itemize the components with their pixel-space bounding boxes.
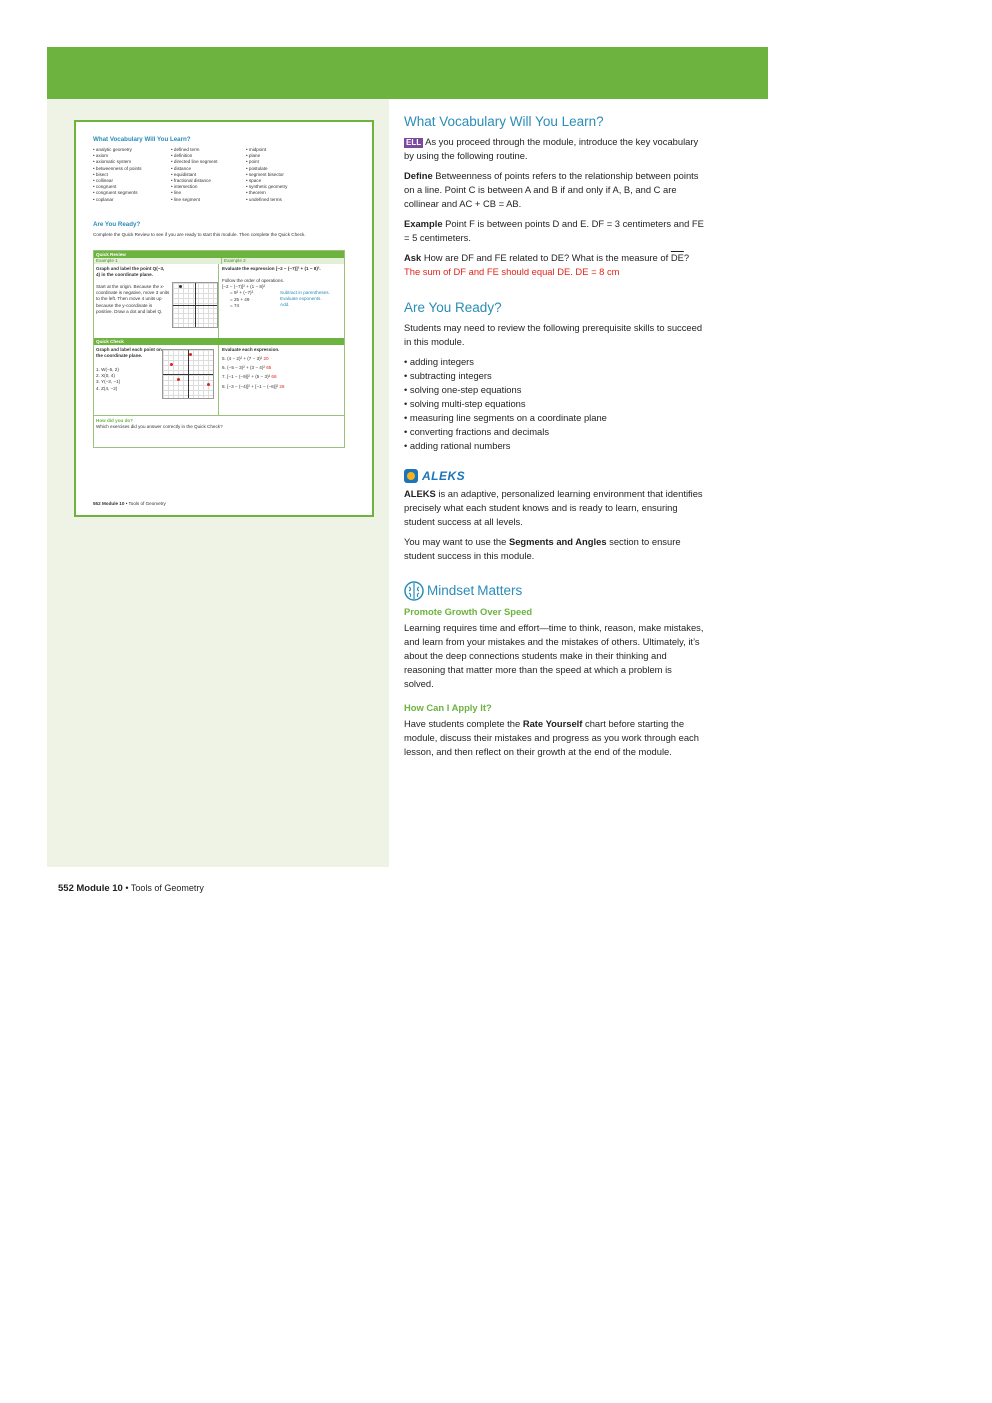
qc1-item: 4. Z(4, −2) [96, 385, 118, 391]
vocab-term: • congruent [93, 184, 117, 190]
mindset-sub2: How Can I Apply It? [404, 702, 492, 713]
skill-item: • adding integers [404, 356, 474, 367]
skill-item: • converting fractions and decimals [404, 426, 550, 437]
ex1-prompt: Graph and label the point Q(−3, 4) in the coordinate plane. [96, 266, 165, 278]
aleks-paragraph-2 [404, 535, 704, 563]
vocab-term: • synthetic geometry [246, 184, 288, 190]
aleks-text2-bold: Segments and Angles [508, 536, 607, 547]
aleks-bold: ALEKS [404, 488, 436, 499]
qc1-items [96, 367, 120, 392]
vocab-term: • line segment [171, 196, 200, 202]
vocab-term: • fractional distance [171, 178, 211, 184]
ex2-note: Add. [280, 302, 290, 308]
vocab-term: • axiomatic system [93, 159, 132, 165]
ask-text: How are DF and FE related to DE? What is the measure of [423, 252, 669, 263]
vocab-term: • congruent segments [93, 190, 138, 196]
qc2-items [222, 356, 284, 390]
vocab-term: • space [246, 178, 262, 184]
skills-list [404, 355, 704, 453]
aleks-text2-a: You may want to use the [404, 536, 507, 547]
aleks-paragraph [404, 487, 704, 529]
aleks-text: is an adaptive, personalized learning environment that identifies precisely what each student knows and is ready to learn, ensuring student success at all levels. [404, 488, 703, 527]
example2-label: Example 2 [221, 258, 344, 264]
thumb-ready-text: Complete the Quick Review to see if you are ready to start this module. Then complete the Quick Check. [93, 232, 306, 237]
ex1-text: Start at the origin. Because the x-coordinate is negative, move 3 units to the left. Then move 4 units up because the y-coordinate is positive. Draw a dot and label Q. [96, 284, 170, 314]
vocab-intro-text: As you proceed through the module, introduce the key vocabulary by using the following routine. [404, 136, 699, 161]
vocab-term: • bisect [93, 171, 108, 177]
mindset-heading [404, 581, 704, 601]
ready-heading: Are You Ready? [404, 300, 502, 315]
vocab-term: • postulate [246, 165, 268, 171]
quick-review-bar: Quick Review [94, 251, 344, 258]
student-page-thumbnail [74, 120, 374, 517]
mindset-para1: Learning requires time and effort—time to think, reason, make mistakes, and learn from your mistakes and the mistakes of others. Ultimately, it’s about the deep connections students make in their thinking and reasoning that matter more than the speed at which a problem is solved. [404, 622, 704, 689]
vocab-term: • midpoint [246, 147, 267, 152]
vocab-term: • coplanar [93, 196, 114, 202]
quick-check-bar: Quick Check [94, 338, 344, 345]
qc2-item: 5. (4 − 2)² + (7 − 3)² [222, 356, 263, 361]
ex2-line: = 5² + (−7)² [230, 290, 254, 296]
vocab-term: • definition [171, 153, 193, 159]
para2-a: Have students complete the [404, 718, 521, 729]
teacher-notes-column [404, 113, 704, 765]
aleks-text2-b: section to ensure student success in this module. [404, 536, 681, 561]
ready-intro: Students may need to review the following prerequisite skills to succeed in this module. [404, 322, 703, 347]
thumb-module-title: • Tools of Geometry [125, 500, 166, 506]
ex2-notes [280, 290, 330, 309]
vocab-term: • betweenness of points [93, 165, 142, 171]
ex2-note: Subtract in parentheses. [280, 290, 330, 295]
thumb-vocab-col3 [246, 147, 287, 203]
header-band [47, 47, 768, 99]
aleks-wordmark: ALEKS [422, 469, 466, 483]
footer-module-title: • Tools of Geometry [125, 883, 204, 893]
thumb-vocab-col2 [171, 147, 218, 203]
qc1-coordinate-grid [162, 349, 214, 399]
vocab-term: • theorem [246, 190, 266, 196]
qc2-answer: 68 [271, 374, 277, 380]
mindset-para2 [404, 717, 704, 759]
vocab-intro [404, 135, 704, 163]
example-text: Point F is between points D and E. DF = 3 centimeters and FE = 5 centimeters. [404, 218, 704, 243]
example-paragraph [404, 217, 704, 245]
ex2-work [222, 278, 284, 309]
ask-label: Ask [404, 252, 422, 263]
vocab-heading: What Vocabulary Will You Learn? [404, 114, 604, 129]
qc2-answer: 26 [279, 383, 285, 389]
qc2-item: 7. [−1 − (−9)]² + (5 − 3)² [222, 374, 271, 380]
page-number: 552 [58, 883, 74, 894]
vocab-term: • collinear [93, 178, 113, 184]
point-x [189, 353, 192, 356]
vocab-term: • plane [246, 153, 261, 159]
thumb-module: Module 10 [101, 500, 125, 506]
ex2-line: = 25 + 49 [230, 296, 250, 302]
qc1-item: 2. X(0, 4) [96, 373, 115, 379]
skill-item: • subtracting integers [404, 370, 492, 381]
example1-label: Example 1 [94, 258, 221, 264]
para2-b: chart before starting the module, discuss their mistakes and progress as you work through each lesson, and then reflect on their growth at the end of the module. [404, 718, 699, 757]
define-paragraph [404, 169, 704, 211]
qc2-answer: 20 [263, 356, 269, 361]
ask-segment: $\overline{DE}$ [670, 252, 684, 263]
para2-bold: Rate Yourself [522, 718, 583, 729]
thumb-quick-box [93, 250, 345, 448]
ex2-line: Follow the order of operations. [222, 278, 285, 283]
brain-icon [404, 581, 424, 601]
point-y [177, 378, 180, 381]
how-did-text: Which exercises did you answer correctly in the Quick Check? [96, 424, 223, 430]
example-label: Example [404, 218, 443, 229]
ex2-line: = 74 [230, 302, 240, 308]
skill-item: • adding rational numbers [404, 440, 511, 451]
qc2-prompt: Evaluate each expression. [222, 347, 280, 352]
vocab-term: • axiom [93, 153, 109, 159]
qc2-item: 8. [−3 − (−4)]² + [−1 − (−6)]² [222, 383, 279, 389]
vocab-term: • line [171, 190, 182, 196]
footer-module: Module 10 [76, 883, 123, 894]
point-z [207, 383, 210, 386]
vocab-term: • intersection [171, 184, 198, 190]
page-footer [58, 883, 204, 894]
skill-item: • solving multi-step equations [404, 398, 526, 409]
how-did-title: How did you do? [96, 418, 133, 423]
qc2-item: 6. (−5 − 3)² + (3 − 4)² [222, 365, 265, 371]
ask-answer: The sum of DF and FE should equal DE. DE = 8 cm [404, 266, 620, 277]
thumb-page-number: 552 [93, 500, 101, 506]
define-text: Betweenness of points refers to the relationship between points on a line. Point C is between A and B if and only if A, B, and C are collinear and AC + CB = AB. [404, 170, 699, 209]
point-w [170, 363, 173, 366]
vocab-term: • point [246, 159, 259, 165]
vocab-term: • analytic geometry [93, 147, 132, 152]
point-q [179, 285, 182, 288]
vocab-term: • defined term [171, 147, 200, 152]
ex2-note: Evaluate exponents. [280, 296, 322, 302]
define-label: Define [404, 170, 433, 181]
vocab-term: • directed line segment [171, 159, 218, 165]
ex2-line: [−2 − (−7)]² + (1 − 8)² [222, 284, 266, 290]
vocab-term: • segment bisector [246, 171, 284, 177]
matters-word: Matters [477, 583, 523, 598]
qc1-item: 1. W(−5, 2) [96, 367, 119, 372]
ex1-coordinate-grid [172, 282, 218, 328]
vocab-term: • undefined terms [246, 196, 282, 202]
aleks-icon [404, 469, 418, 483]
thumb-ready-title: Are You Ready? [93, 221, 141, 228]
thumb-vocab-title: What Vocabulary Will You Learn? [93, 136, 191, 143]
ask-paragraph: Ask How are DF and FE related to DE? What is the measure of $\overline{DE}$? The sum of DF and FE should equal DE. DE = 8 cm [404, 252, 690, 277]
ex2-prompt: Evaluate the expression [−2 − (−7)]² + (1 − 8)². [222, 266, 321, 271]
vocab-term: • distance [171, 165, 191, 171]
skill-item: • measuring line segments on a coordinate plane [404, 412, 607, 423]
aleks-logo [404, 469, 704, 483]
mindset-sub1: Promote Growth Over Speed [404, 606, 533, 617]
thumb-footer [93, 501, 166, 507]
skill-item: • solving one-step equations [404, 384, 522, 395]
thumb-vocab-col1 [93, 147, 142, 203]
mindset-word: Mindset [427, 583, 475, 598]
qc1-prompt: Graph and label each point on the coordinate plane. [96, 347, 162, 359]
vocab-term: • equidistant [171, 171, 197, 177]
ell-badge: ELL [406, 138, 422, 147]
qc1-item: 3. Y(−3, −1) [96, 379, 121, 385]
qc2-answer: 65 [266, 365, 272, 371]
